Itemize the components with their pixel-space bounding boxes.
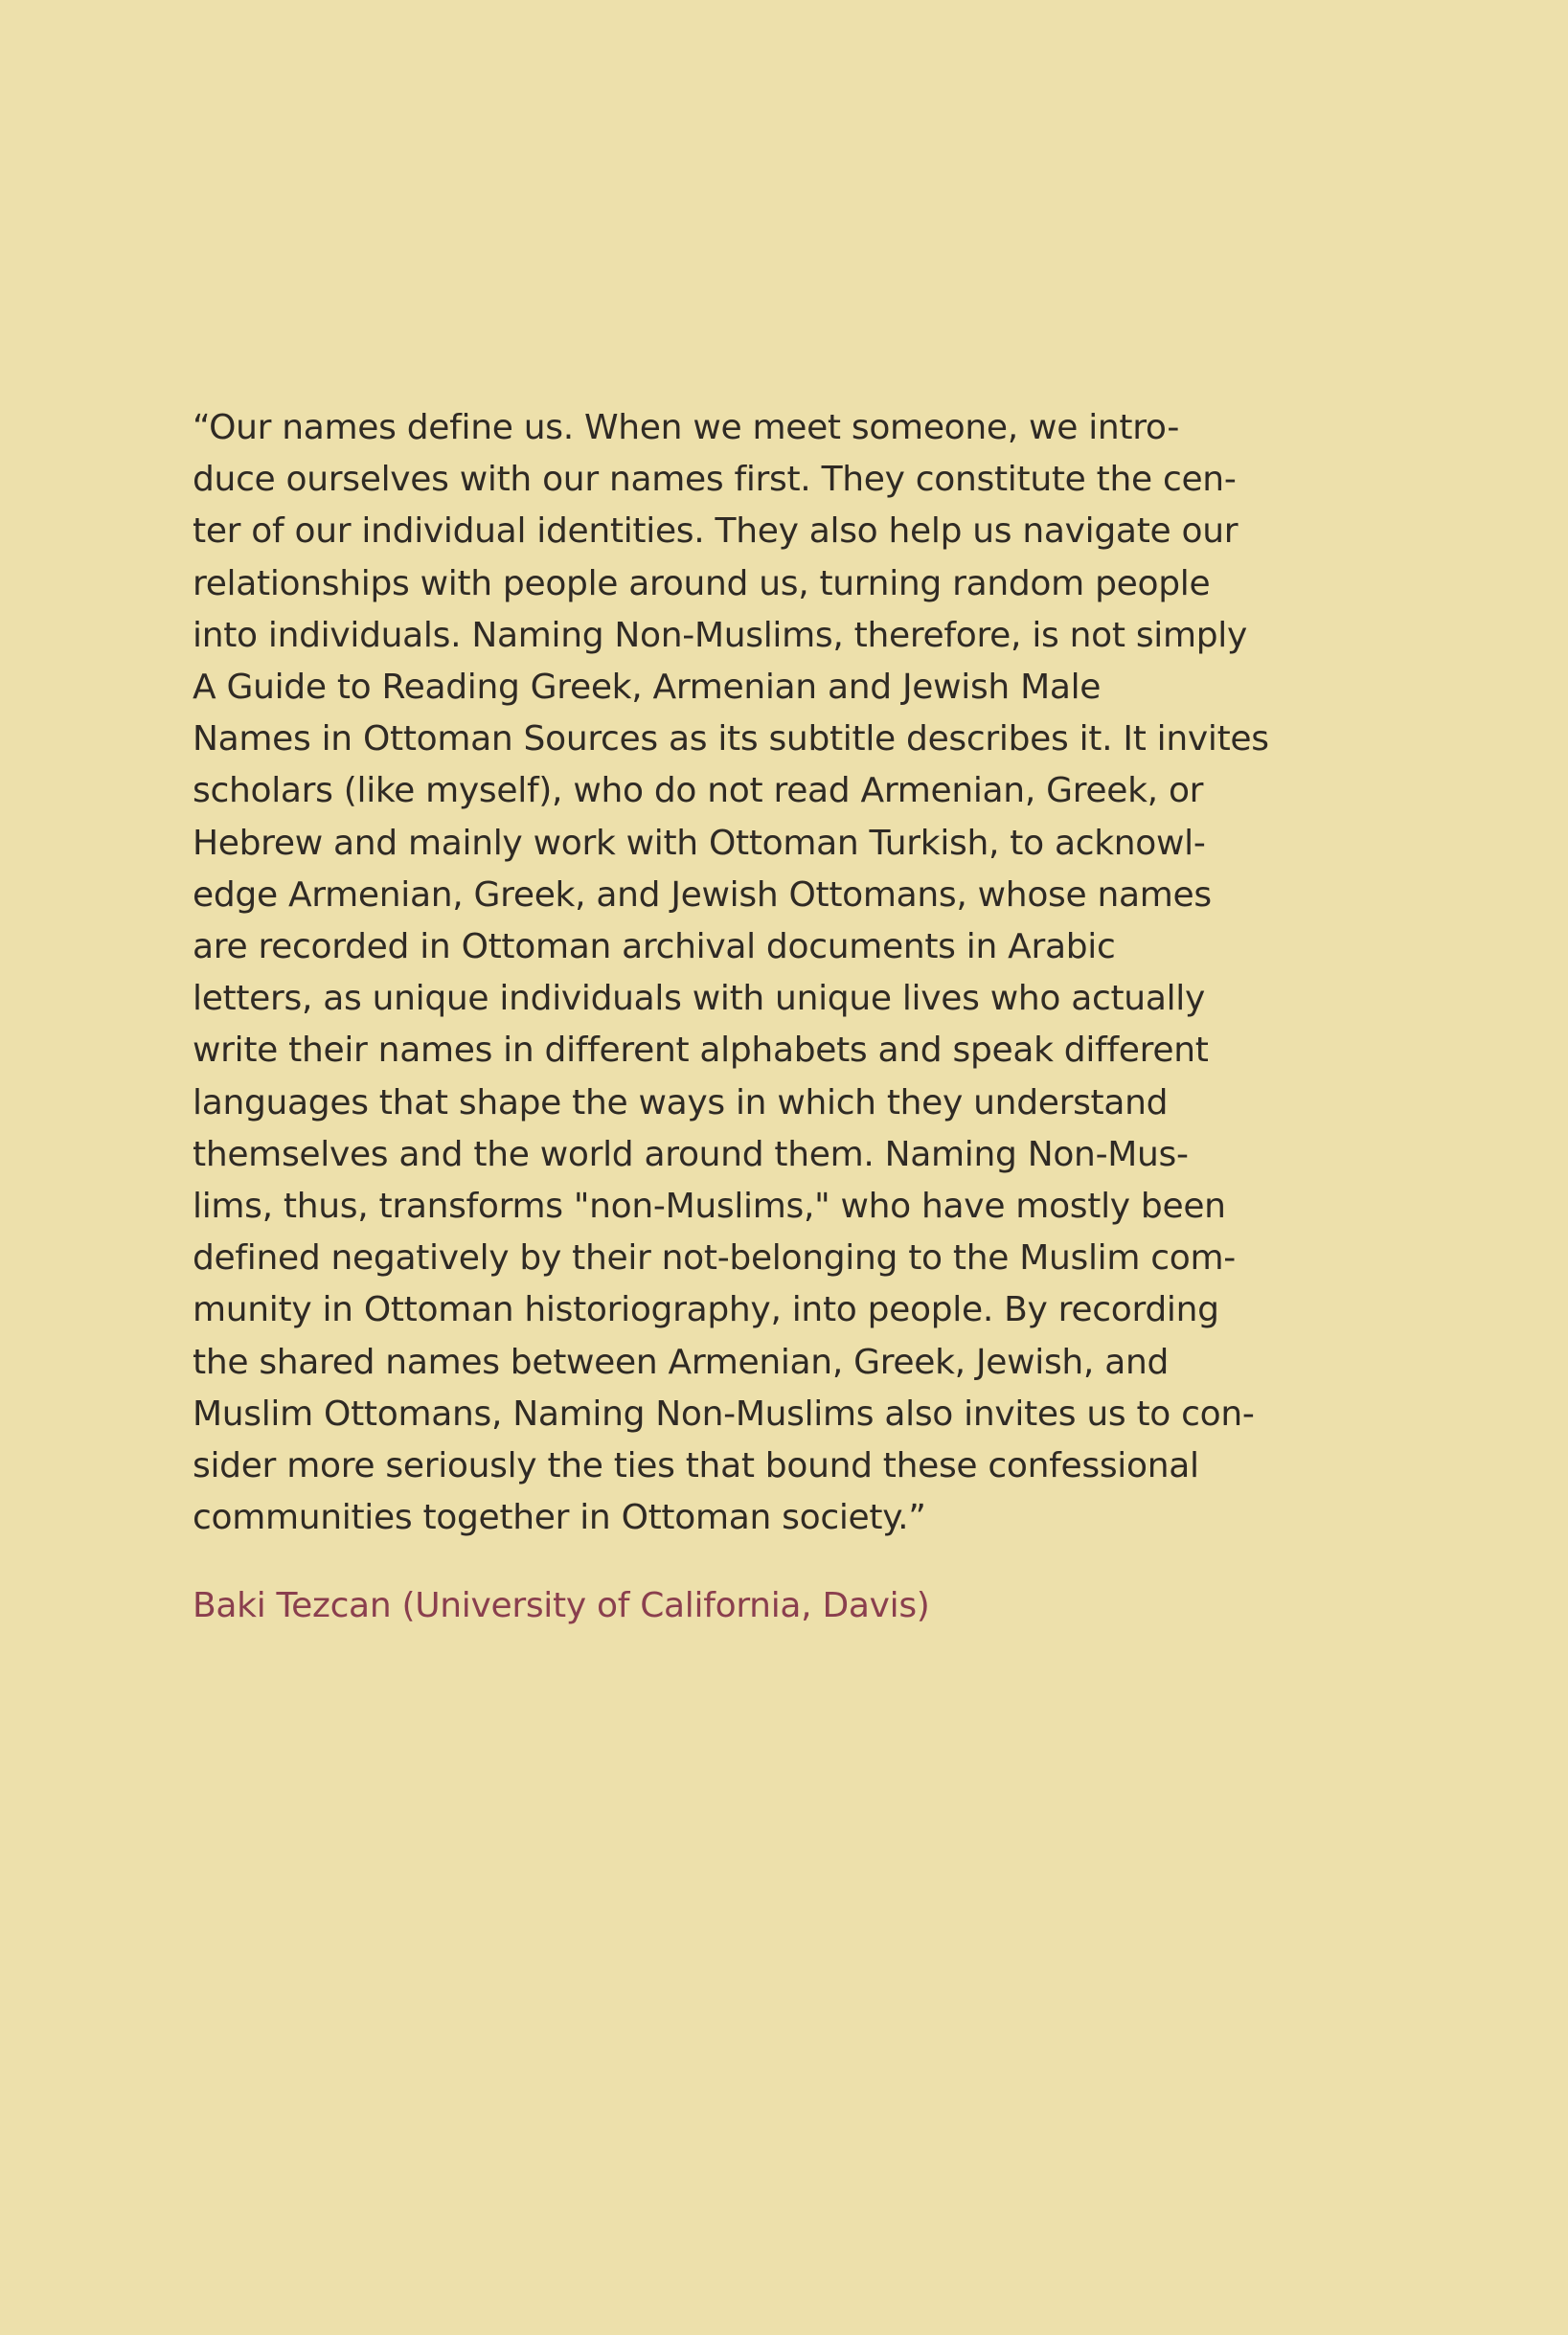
quote-line: relationships with people around us, turning random people <box>193 563 1211 603</box>
quote-line: languages that shape the ways in which they understand <box>193 1082 1169 1122</box>
quote-line: defined negatively by their not-belonging to the Muslim com- <box>193 1238 1236 1279</box>
quote-line: are recorded in Ottoman archival documents in Arabic <box>193 927 1116 967</box>
endorsement-quote <box>193 402 1294 1544</box>
quote-line: A Guide to Reading Greek, Armenian and Jewish Male <box>193 668 1102 708</box>
quote-line: into individuals. Naming Non-Muslims, therefore, is not simply <box>193 615 1248 655</box>
quote-line: themselves and the world around them. Naming Non-Mus- <box>193 1134 1189 1174</box>
quote-line: write their names in different alphabets and speak different <box>193 1031 1209 1071</box>
quote-line: Muslim Ottomans, Naming Non-Muslims also invites us to con- <box>193 1394 1255 1434</box>
quote-line: letters, as unique individuals with unique lives who actually <box>193 979 1205 1019</box>
quote-line: Names in Ottoman Sources as its subtitle describes it. It invites <box>193 719 1269 759</box>
quote-line: the shared names between Armenian, Greek, Jewish, and <box>193 1342 1170 1382</box>
quote-line: Hebrew and mainly work with Ottoman Turkish, to acknowl- <box>193 823 1206 863</box>
quote-line: sider more seriously the ties that bound these confessional <box>193 1446 1199 1486</box>
quote-line: lims, thus, transforms "non-Muslims," who have mostly been <box>193 1187 1226 1227</box>
quote-line: “Our names define us. When we meet someone, we intro- <box>193 408 1180 447</box>
quote-line: scholars (like myself), who do not read Armenian, Greek, or <box>193 771 1204 811</box>
quote-line: ter of our individual identities. They also help us navigate our <box>193 511 1238 552</box>
quote-line: duce ourselves with our names first. They constitute the cen- <box>193 460 1237 500</box>
quote-line: edge Armenian, Greek, and Jewish Ottomans, whose names <box>193 874 1212 915</box>
quote-line: munity in Ottoman historiography, into people. By recording <box>193 1290 1219 1330</box>
quote-attribution: Baki Tezcan (University of California, Davis) <box>193 1586 930 1625</box>
quote-line: communities together in Ottoman society.” <box>193 1498 926 1538</box>
